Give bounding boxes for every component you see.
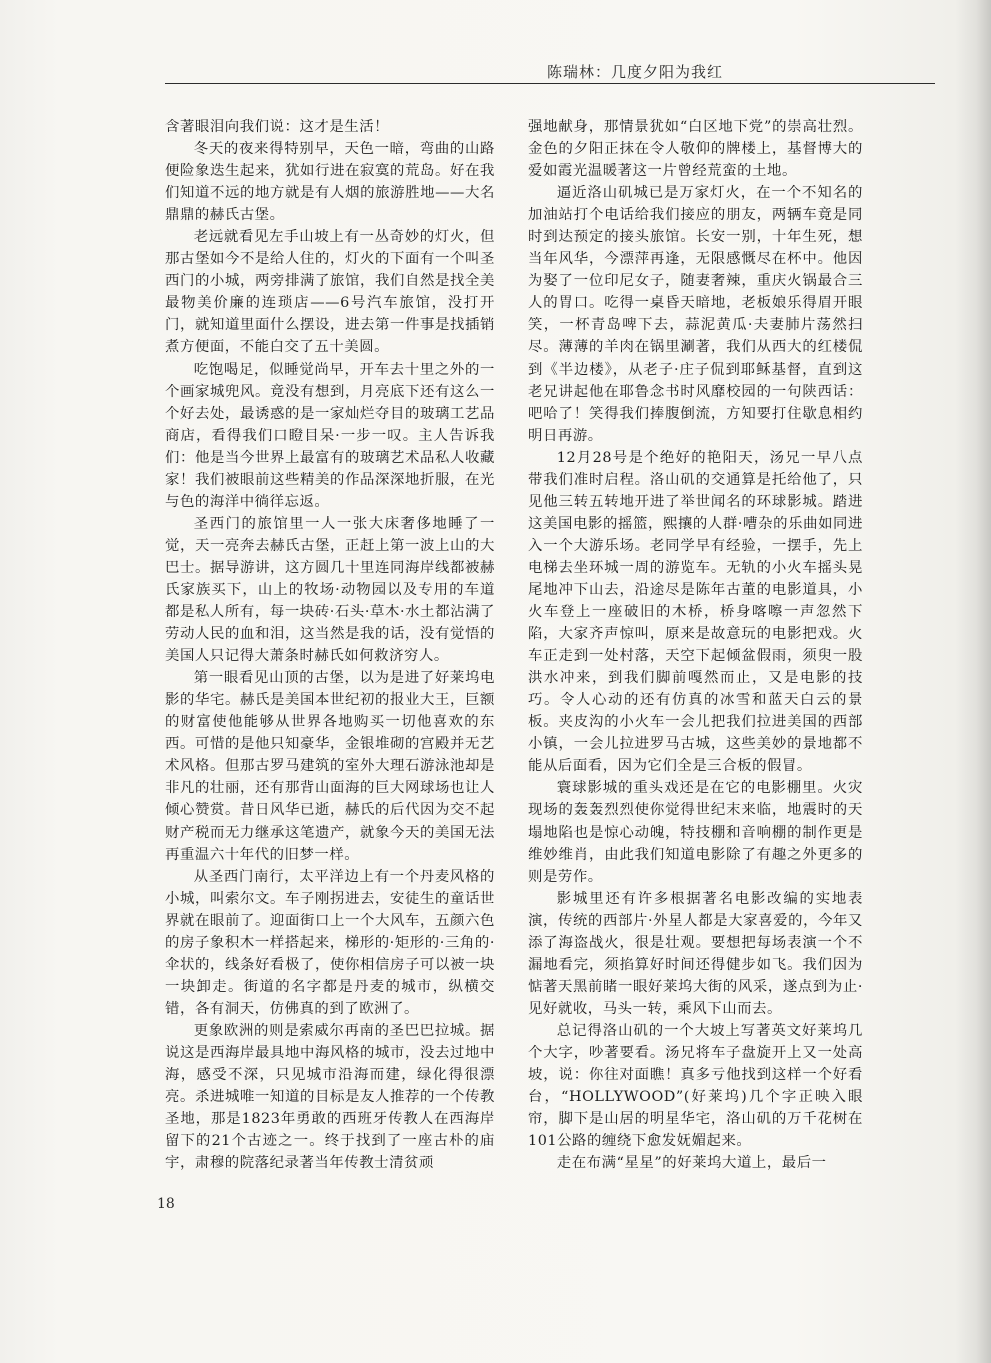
paragraph: 从圣西门南行，太平洋边上有一个丹麦风格的小城，叫索尔文。车子刚拐进去，安徒生的童话世界就在眼前了。迎面街口上一个大风车，五颜六色的房子象积木一样搭起来，梯形的·矩形的·三角的·伞状的，线条好看极了，使你相信房子可以被一块一块卸走。街道的名字都是丹麦的城市，纵横交错，各有洞天，仿佛真的到了欧洲了。	[165, 868, 495, 1017]
paragraph: 寰球影城的重头戏还是在它的电影棚里。火灾现场的轰轰烈烈使你觉得世纪末来临，地震时的天塌地陷也是惊心动魄，特技棚和音响棚的制作更是维妙维肖，由此我们知道电影除了有趣之外更多的则是劳作。	[528, 780, 863, 885]
page-edge-shadow	[955, 0, 991, 1363]
paragraph: 含著眼泪向我们说：这才是生活！	[165, 119, 390, 135]
paragraph: 冬天的夜来得特别早，天色一暗，弯曲的山路便险象迭生起来，犹如行进在寂寞的荒岛。好在我们知道不远的地方就是有人烟的旅游胜地——大名鼎鼎的赫氏古堡。	[165, 141, 495, 224]
left-text-column	[165, 116, 495, 1174]
running-header	[165, 55, 935, 93]
paragraph: 第一眼看见山顶的古堡，以为是进了好莱坞电影的华宅。赫氏是美国本世纪初的报业大王，巨额的财富使他能够从世界各地购买一切他喜欢的东西。可惜的是他只知豪华，金银堆砌的宫殿并无艺术风格。但那古罗马建筑的室外大理石游泳池却是非凡的壮丽，还有那背山面海的巨大网球场也让人倾心赞赏。昔日风华已逝，赫氏的后代因为交不起财产税而无力继承这笔遗产，就象今天的美国无法再重温六十年代的旧梦一样。	[165, 670, 495, 863]
paragraph: 总记得洛山矶的一个大坡上写著英文好莱坞几个大字，吵著要看。汤兄将车子盘旋开上又一处高坡，说：你往对面瞧！真多亏他找到这样一个好看台，“HOLLYWOOD”(好莱坞)几个字正映入眼帘，脚下是山居的明星华宅，洛山矶的万千花树在101公路的缠绕下愈发妩媚起来。	[528, 1022, 863, 1150]
running-title: 陈瑞林：几度夕阳为我红	[546, 63, 723, 81]
paragraph: 12月28号是个绝好的艳阳天，汤兄一早八点带我们准时启程。洛山矶的交通算是托给他了，只见他三转五转地开进了举世闻名的环球影城。踏进这美国电影的摇篮，熙攘的人群·嘈杂的乐曲如同进入一个大游乐场。老同学早有经验，一摆手，先上电梯去坐环城一周的游览车。无轨的小火车摇头晃尾地冲下山去，沿途尽是陈年古董的电影道具，小火车登上一座破旧的木桥，桥身喀嚓一声忽然下陷，大家齐声惊叫，原来是故意玩的电影把戏。火车正走到一处村落，天空下起倾盆假雨，须臾一股洪水冲来，到我们脚前嘎然而止，又是电影的技巧。令人心动的还有仿真的冰雪和蓝天白云的景板。夹皮沟的小火车一会儿把我们拉进美国的西部小镇，一会儿拉进罗马古城，这些美妙的景地都不能从后面看，因为它们全是三合板的假冒。	[528, 449, 863, 775]
header-rule	[165, 83, 935, 84]
paragraph: 影城里还有许多根据著名电影改编的实地表演，传统的西部片·外星人都是大家喜爱的，今年又添了海盗战火，很是壮观。要想把每场表演一个不漏地看完，须掐算好时间还得健步如飞。我们因为惦著天黑前睹一眼好莱坞大街的风采，遂点到为止·见好就收，马头一转，乘风下山而去。	[528, 890, 863, 1017]
paragraph: 逼近洛山矶城已是万家灯火，在一个不知名的加油站打个电话给我们接应的朋友，两辆车竟是同时到达预定的接头旅馆。长安一别，十年生死，想当年风华，今漂萍再逢，无限感慨尽在杯中。他因为娶了一位印尼女子，随妻奢辣，重庆火锅最合三人的胃口。吃得一桌昏天暗地，老板娘乐得眉开眼笑，一杯青岛啤下去，蒜泥黄瓜·夫妻肺片荡然扫尽。薄薄的羊肉在锅里涮著，我们从西大的红楼侃到《半边楼》，从老子·庄子侃到耶稣基督，直到这老兄讲起他在耶鲁念书时风靡校园的一句陕西话：吧哈了！笑得我们捧腹倒流，方知要打住歇息相约明日再游。	[528, 185, 863, 444]
paragraph: 圣西门的旅馆里一人一张大床奢侈地睡了一觉，天一亮奔去赫氏古堡，正赶上第一波上山的大巴士。据导游讲，这方圆几十里连同海岸线都被赫氏家族买下，山上的牧场·动物园以及专用的车道都是私人所有，每一块砖·石头·草木·水土都沾满了劳动人民的血和泪，这当然是我的话，没有觉悟的美国人只记得大萧条时赫氏如何救济穷人。	[165, 515, 495, 665]
paragraph: 老远就看见左手山坡上有一丛奇妙的灯火，但那古堡如今不是给人住的，灯火的下面有一个叫圣西门的小城，两旁排满了旅馆，我们自然是找全美最物美价廉的连琐店——6号汽车旅馆，没打开门，就知道里面什么摆设，进去第一件事是找插销煮方便面，不能白交了五十美圆。	[165, 229, 495, 356]
paragraph: 吃饱喝足，似睡觉尚早，开车去十里之外的一个画家城兜风。竟没有想到，月亮底下还有这么一个好去处，最诱惑的是一家灿烂夺目的玻璃工艺品商店，看得我们口瞪目呆·一步一叹。主人告诉我们：他是当今世界上最富有的玻璃艺术品私人收藏家！我们被眼前这些精美的作品深深地折服，在光与色的海洋中徜徉忘返。	[165, 361, 495, 510]
right-text-column	[528, 116, 863, 1174]
paragraph: 强地献身，那情景犹如“白区地下党”的崇高壮烈。金色的夕阳正抹在令人敬仰的牌楼上，基督博大的爱如霞光温暖著这一片曾经荒蛮的土地。	[528, 119, 863, 180]
paragraph: 走在布满“星星”的好莱坞大道上，最后一	[556, 1155, 827, 1172]
paragraph: 更象欧洲的则是索威尔再南的圣巴巴拉城。据说这是西海岸最具地中海风格的城市，没去过地中海，感受不深，只见城市沿海而建，绿化得很漂亮。杀进城唯一知道的目标是友人推荐的一个传教圣地，那是1823年勇敢的西班牙传教人在西海岸留下的21个古迹之一。终于找到了一座古朴的庙宇，肃穆的院落纪录著当年传教士清贫顽	[165, 1022, 495, 1172]
page-number: 18	[157, 1196, 175, 1212]
